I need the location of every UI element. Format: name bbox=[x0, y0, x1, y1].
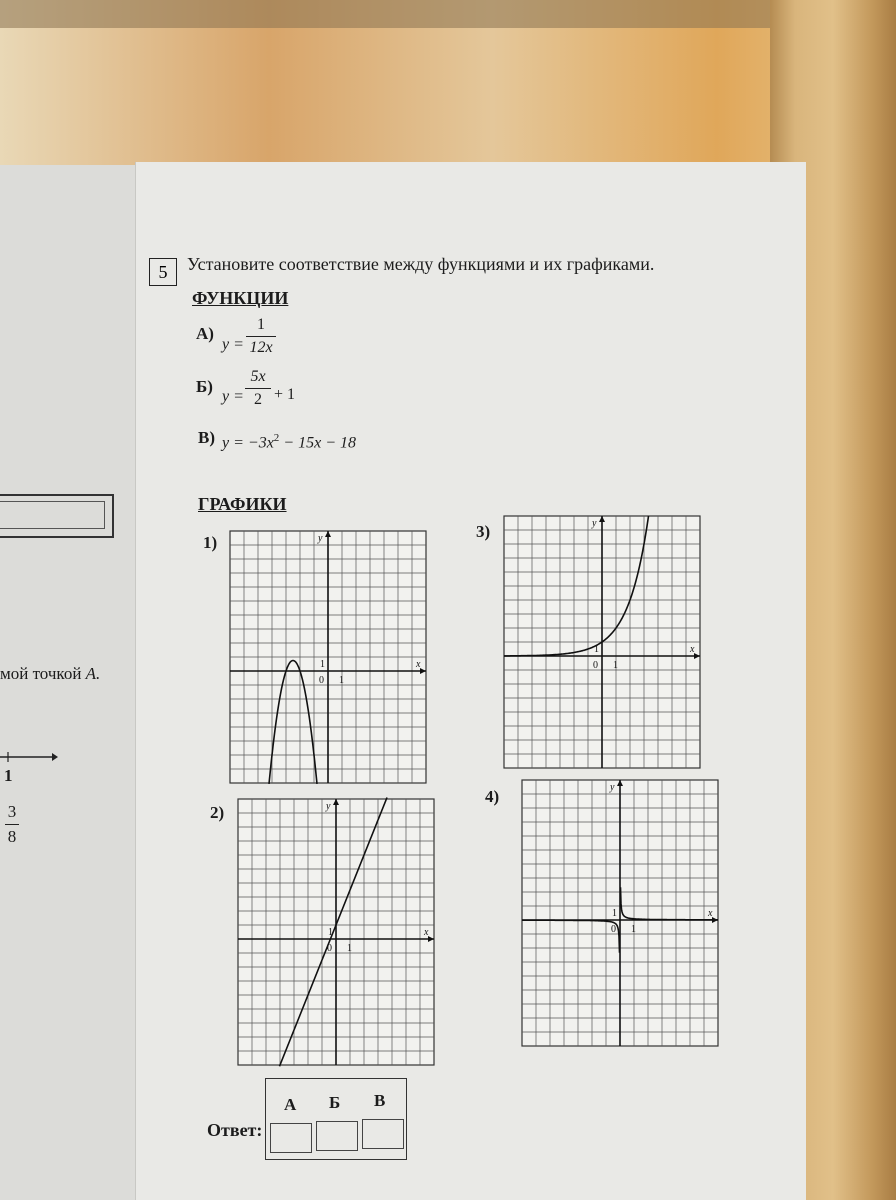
graph-3 bbox=[502, 512, 702, 774]
y-unit-label: 1 bbox=[328, 927, 333, 938]
x-axis-label: x bbox=[416, 659, 421, 670]
number-line-label: 1 bbox=[4, 766, 13, 785]
function-b-letter: Б) bbox=[196, 377, 213, 396]
origin-label: 0 bbox=[327, 943, 332, 954]
origin-label: 0 bbox=[593, 660, 598, 671]
graphs-heading: ГРАФИКИ bbox=[198, 494, 287, 514]
x-axis-label: x bbox=[424, 927, 429, 938]
answer-header-b: Б bbox=[329, 1093, 341, 1112]
x-unit-label: 1 bbox=[347, 943, 352, 954]
graph-1 bbox=[228, 527, 433, 792]
x-axis-label: x bbox=[690, 644, 695, 655]
function-a-fraction: 1 12x bbox=[246, 316, 276, 357]
y-axis-label: y bbox=[318, 533, 323, 544]
answer-table bbox=[265, 1078, 407, 1160]
graph-1-label: 1) bbox=[203, 533, 218, 552]
answer-header-c: В bbox=[374, 1091, 386, 1110]
left-page-answer-box bbox=[0, 494, 114, 538]
function-a-letter: А) bbox=[196, 324, 214, 343]
function-a-lhs: y = bbox=[222, 336, 244, 353]
function-c-formula: $y = -3x^2 - 15x - 18$ bbox=[222, 432, 356, 452]
origin-label: 0 bbox=[611, 924, 616, 935]
answer-cell-a[interactable] bbox=[270, 1123, 312, 1153]
graph-3-label: 3) bbox=[476, 522, 491, 541]
y-axis-label: y bbox=[610, 782, 615, 793]
origin-label: 0 bbox=[319, 675, 324, 686]
function-c-letter: В) bbox=[198, 428, 215, 447]
function-b-fraction: 5x 2 bbox=[245, 368, 271, 409]
task-prompt: Установите соответствие между функциями и их графиками. bbox=[187, 254, 655, 274]
graph-2 bbox=[236, 795, 441, 1070]
x-unit-label: 1 bbox=[339, 675, 344, 686]
left-fraction: 3 8 bbox=[5, 802, 19, 847]
y-axis-label: y bbox=[326, 801, 331, 812]
graph-4 bbox=[520, 776, 725, 1048]
answer-cell-b[interactable] bbox=[316, 1121, 358, 1151]
left-page-text: мой точкой A. bbox=[0, 664, 101, 683]
x-axis-label: x bbox=[708, 908, 713, 919]
answer-cell-c[interactable] bbox=[362, 1119, 404, 1149]
graph-2-label: 2) bbox=[210, 803, 225, 822]
y-unit-label: 1 bbox=[594, 644, 599, 655]
answer-header-a: А bbox=[284, 1095, 297, 1114]
function-b-tail: + 1 bbox=[274, 386, 296, 403]
y-unit-label: 1 bbox=[612, 908, 617, 919]
x-unit-label: 1 bbox=[631, 924, 636, 935]
y-axis-label: y bbox=[592, 518, 597, 529]
task-number: 5 bbox=[149, 258, 177, 286]
y-unit-label: 1 bbox=[320, 659, 325, 670]
function-b-lhs: y = bbox=[222, 388, 244, 405]
answer-label: Ответ: bbox=[207, 1120, 263, 1140]
functions-heading: ФУНКЦИИ bbox=[192, 288, 289, 308]
x-unit-label: 1 bbox=[613, 660, 618, 671]
graph-4-label: 4) bbox=[485, 787, 500, 806]
